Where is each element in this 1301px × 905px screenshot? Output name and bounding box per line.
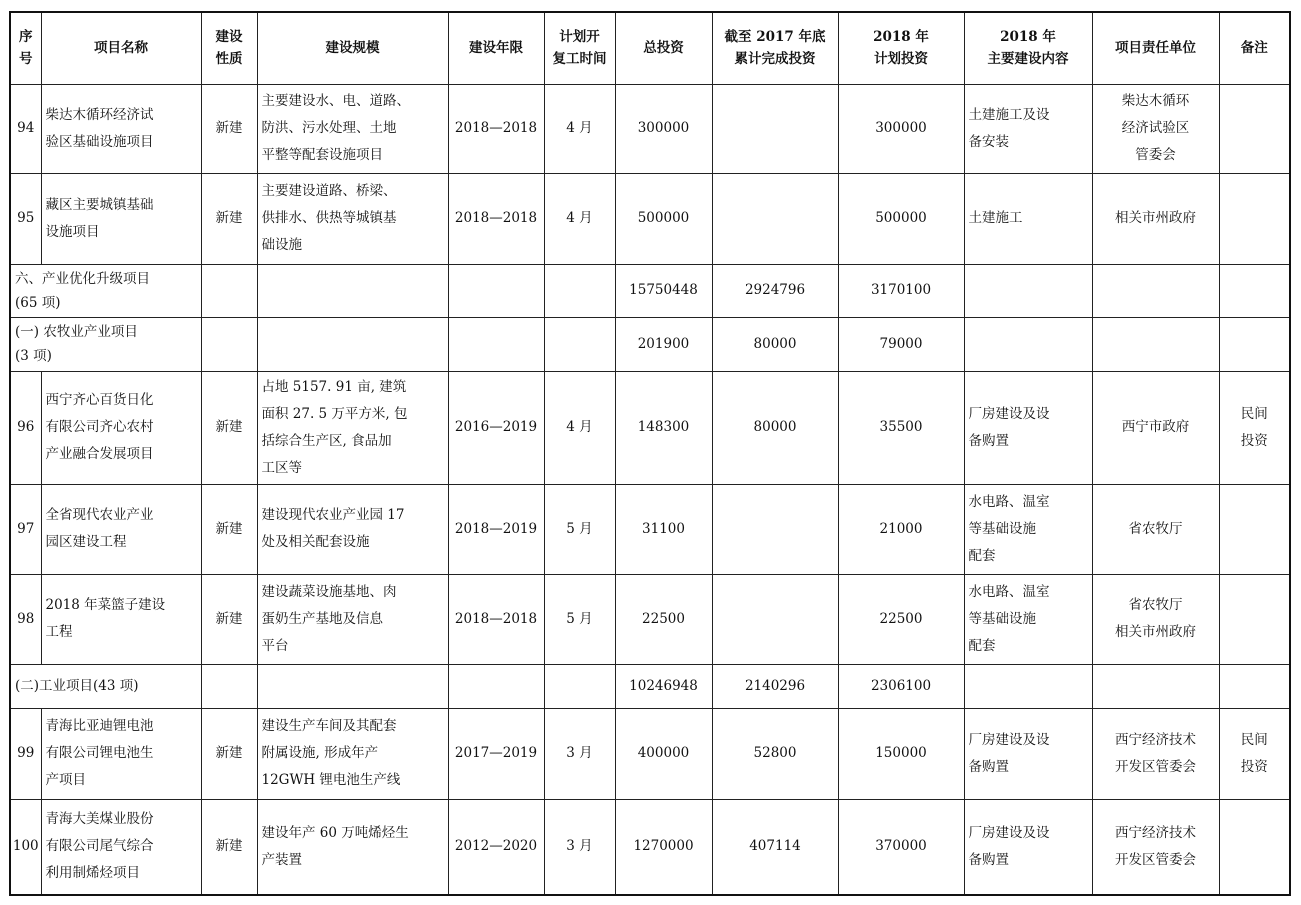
col-header-years: 建设年限 — [448, 12, 544, 84]
empty-cell — [448, 264, 544, 317]
col-header-content: 2018 年 主要建设内容 — [964, 12, 1092, 84]
empty-cell — [544, 264, 615, 317]
empty-cell — [1219, 664, 1290, 708]
group-label: 六、产业优化升级项目 (65 项) — [10, 264, 201, 317]
col-header-scale: 建设规模 — [257, 12, 448, 84]
cell-name: 2018 年菜篮子建设 工程 — [41, 574, 201, 664]
cell-scale: 占地 5157. 91 亩, 建筑 面积 27. 5 万平方米, 包 括综合生产区, 食品加 工区等 — [257, 371, 448, 484]
cell-years: 2018—2018 — [448, 173, 544, 264]
cell-total: 22500 — [615, 574, 712, 664]
cell-content: 水电路、温室 等基础设施 配套 — [964, 574, 1092, 664]
table-row — [10, 84, 1290, 173]
cell-plan: 35500 — [838, 371, 964, 484]
cell-nature: 新建 — [201, 708, 257, 799]
table-row — [10, 799, 1290, 895]
cell-content: 土建施工 — [964, 173, 1092, 264]
cell-done — [712, 484, 838, 574]
cell-years: 2012—2020 — [448, 799, 544, 895]
cell-unit: 柴达木循环 经济试验区 管委会 — [1092, 84, 1219, 173]
empty-cell — [257, 317, 448, 371]
cell-no: 100 — [10, 799, 41, 895]
cell-unit: 省农牧厅 — [1092, 484, 1219, 574]
group-label: (一) 农牧业产业项目 (3 项) — [10, 317, 201, 371]
cell-content: 土建施工及设 备安装 — [964, 84, 1092, 173]
cell-years: 2018—2018 — [448, 574, 544, 664]
cell-plan: 500000 — [838, 173, 964, 264]
empty-cell — [448, 664, 544, 708]
empty-cell — [201, 664, 257, 708]
cell-done — [712, 84, 838, 173]
cell-note — [1219, 173, 1290, 264]
cell-no: 94 — [10, 84, 41, 173]
cell-note: 民间 投资 — [1219, 708, 1290, 799]
empty-cell — [1219, 317, 1290, 371]
cell-plan: 150000 — [838, 708, 964, 799]
cell-total: 31100 — [615, 484, 712, 574]
cell-plan: 21000 — [838, 484, 964, 574]
cell-no: 95 — [10, 173, 41, 264]
cell-nature: 新建 — [201, 574, 257, 664]
cell-start: 4 月 — [544, 173, 615, 264]
cell-years: 2018—2018 — [448, 84, 544, 173]
cell-done — [712, 173, 838, 264]
cell-no: 97 — [10, 484, 41, 574]
cell-done: 407114 — [712, 799, 838, 895]
cell-no: 99 — [10, 708, 41, 799]
col-header-total: 总投资 — [615, 12, 712, 84]
table-row — [10, 484, 1290, 574]
cell-unit: 西宁市政府 — [1092, 371, 1219, 484]
col-header-start: 计划开 复工时间 — [544, 12, 615, 84]
cell-total: 1270000 — [615, 799, 712, 895]
cell-content: 厂房建设及设 备购置 — [964, 799, 1092, 895]
group-row — [10, 664, 1290, 708]
cell-start: 5 月 — [544, 484, 615, 574]
cell-total: 148300 — [615, 371, 712, 484]
cell-nature: 新建 — [201, 173, 257, 264]
cell-total: 300000 — [615, 84, 712, 173]
cell-nature: 新建 — [201, 799, 257, 895]
table-row — [10, 371, 1290, 484]
col-header-nature: 建设 性质 — [201, 12, 257, 84]
empty-cell — [1092, 317, 1219, 371]
empty-cell — [964, 264, 1092, 317]
cell-plan: 300000 — [838, 84, 964, 173]
cell-scale: 建设蔬菜设施基地、肉 蛋奶生产基地及信息 平台 — [257, 574, 448, 664]
investment-table — [9, 11, 1291, 896]
cell-no: 96 — [10, 371, 41, 484]
cell-note — [1219, 84, 1290, 173]
cell-years: 2016—2019 — [448, 371, 544, 484]
group-row — [10, 317, 1290, 371]
empty-cell — [1219, 264, 1290, 317]
cell-total: 500000 — [615, 173, 712, 264]
cell-start: 4 月 — [544, 84, 615, 173]
cell-unit: 西宁经济技术 开发区管委会 — [1092, 708, 1219, 799]
empty-cell — [964, 317, 1092, 371]
col-header-plan: 2018 年 计划投资 — [838, 12, 964, 84]
cell-note — [1219, 799, 1290, 895]
cell-unit: 省农牧厅 相关市州政府 — [1092, 574, 1219, 664]
cell-scale: 建设现代农业产业园 17 处及相关配套设施 — [257, 484, 448, 574]
cell-plan: 370000 — [838, 799, 964, 895]
header-row — [10, 12, 1290, 84]
cell-name: 西宁齐心百货日化 有限公司齐心农村 产业融合发展项目 — [41, 371, 201, 484]
table-row — [10, 173, 1290, 264]
cell-scale: 建设年产 60 万吨烯烃生 产装置 — [257, 799, 448, 895]
cell-unit: 西宁经济技术 开发区管委会 — [1092, 799, 1219, 895]
cell-years: 2017—2019 — [448, 708, 544, 799]
cell-years: 2018—2019 — [448, 484, 544, 574]
cell-content: 厂房建设及设 备购置 — [964, 708, 1092, 799]
cell-name: 青海大美煤业股份 有限公司尾气综合 利用制烯烃项目 — [41, 799, 201, 895]
cell-no: 98 — [10, 574, 41, 664]
cell-start: 3 月 — [544, 799, 615, 895]
cell-nature: 新建 — [201, 371, 257, 484]
cell-content: 水电路、温室 等基础设施 配套 — [964, 484, 1092, 574]
empty-cell — [201, 264, 257, 317]
table-row — [10, 708, 1290, 799]
cell-note — [1219, 484, 1290, 574]
cell-plan: 79000 — [838, 317, 964, 371]
empty-cell — [448, 317, 544, 371]
cell-start: 4 月 — [544, 371, 615, 484]
cell-nature: 新建 — [201, 84, 257, 173]
cell-scale: 主要建设道路、桥梁、 供排水、供热等城镇基 础设施 — [257, 173, 448, 264]
col-header-no: 序 号 — [10, 12, 41, 84]
cell-total: 201900 — [615, 317, 712, 371]
cell-done — [712, 574, 838, 664]
cell-note — [1219, 574, 1290, 664]
cell-note: 民间 投资 — [1219, 371, 1290, 484]
cell-done: 2140296 — [712, 664, 838, 708]
empty-cell — [964, 664, 1092, 708]
cell-scale: 建设生产车间及其配套 附属设施, 形成年产 12GWH 锂电池生产线 — [257, 708, 448, 799]
empty-cell — [201, 317, 257, 371]
empty-cell — [257, 264, 448, 317]
cell-name: 青海比亚迪锂电池 有限公司锂电池生 产项目 — [41, 708, 201, 799]
cell-scale: 主要建设水、电、道路、 防洪、污水处理、土地 平整等配套设施项目 — [257, 84, 448, 173]
cell-start: 5 月 — [544, 574, 615, 664]
empty-cell — [544, 317, 615, 371]
table-row — [10, 574, 1290, 664]
cell-name: 藏区主要城镇基础 设施项目 — [41, 173, 201, 264]
cell-done: 52800 — [712, 708, 838, 799]
col-header-done: 截至 2017 年底 累计完成投资 — [712, 12, 838, 84]
group-label: (二)工业项目(43 项) — [10, 664, 201, 708]
cell-plan: 3170100 — [838, 264, 964, 317]
col-header-note: 备注 — [1219, 12, 1290, 84]
col-header-unit: 项目责任单位 — [1092, 12, 1219, 84]
empty-cell — [1092, 664, 1219, 708]
cell-name: 柴达木循环经济试 验区基础设施项目 — [41, 84, 201, 173]
cell-total: 15750448 — [615, 264, 712, 317]
cell-done: 80000 — [712, 317, 838, 371]
cell-total: 10246948 — [615, 664, 712, 708]
cell-start: 3 月 — [544, 708, 615, 799]
empty-cell — [1092, 264, 1219, 317]
cell-total: 400000 — [615, 708, 712, 799]
cell-nature: 新建 — [201, 484, 257, 574]
cell-unit: 相关市州政府 — [1092, 173, 1219, 264]
empty-cell — [257, 664, 448, 708]
empty-cell — [544, 664, 615, 708]
cell-plan: 2306100 — [838, 664, 964, 708]
col-header-name: 项目名称 — [41, 12, 201, 84]
cell-done: 80000 — [712, 371, 838, 484]
cell-name: 全省现代农业产业 园区建设工程 — [41, 484, 201, 574]
cell-done: 2924796 — [712, 264, 838, 317]
group-row — [10, 264, 1290, 317]
cell-content: 厂房建设及设 备购置 — [964, 371, 1092, 484]
cell-plan: 22500 — [838, 574, 964, 664]
